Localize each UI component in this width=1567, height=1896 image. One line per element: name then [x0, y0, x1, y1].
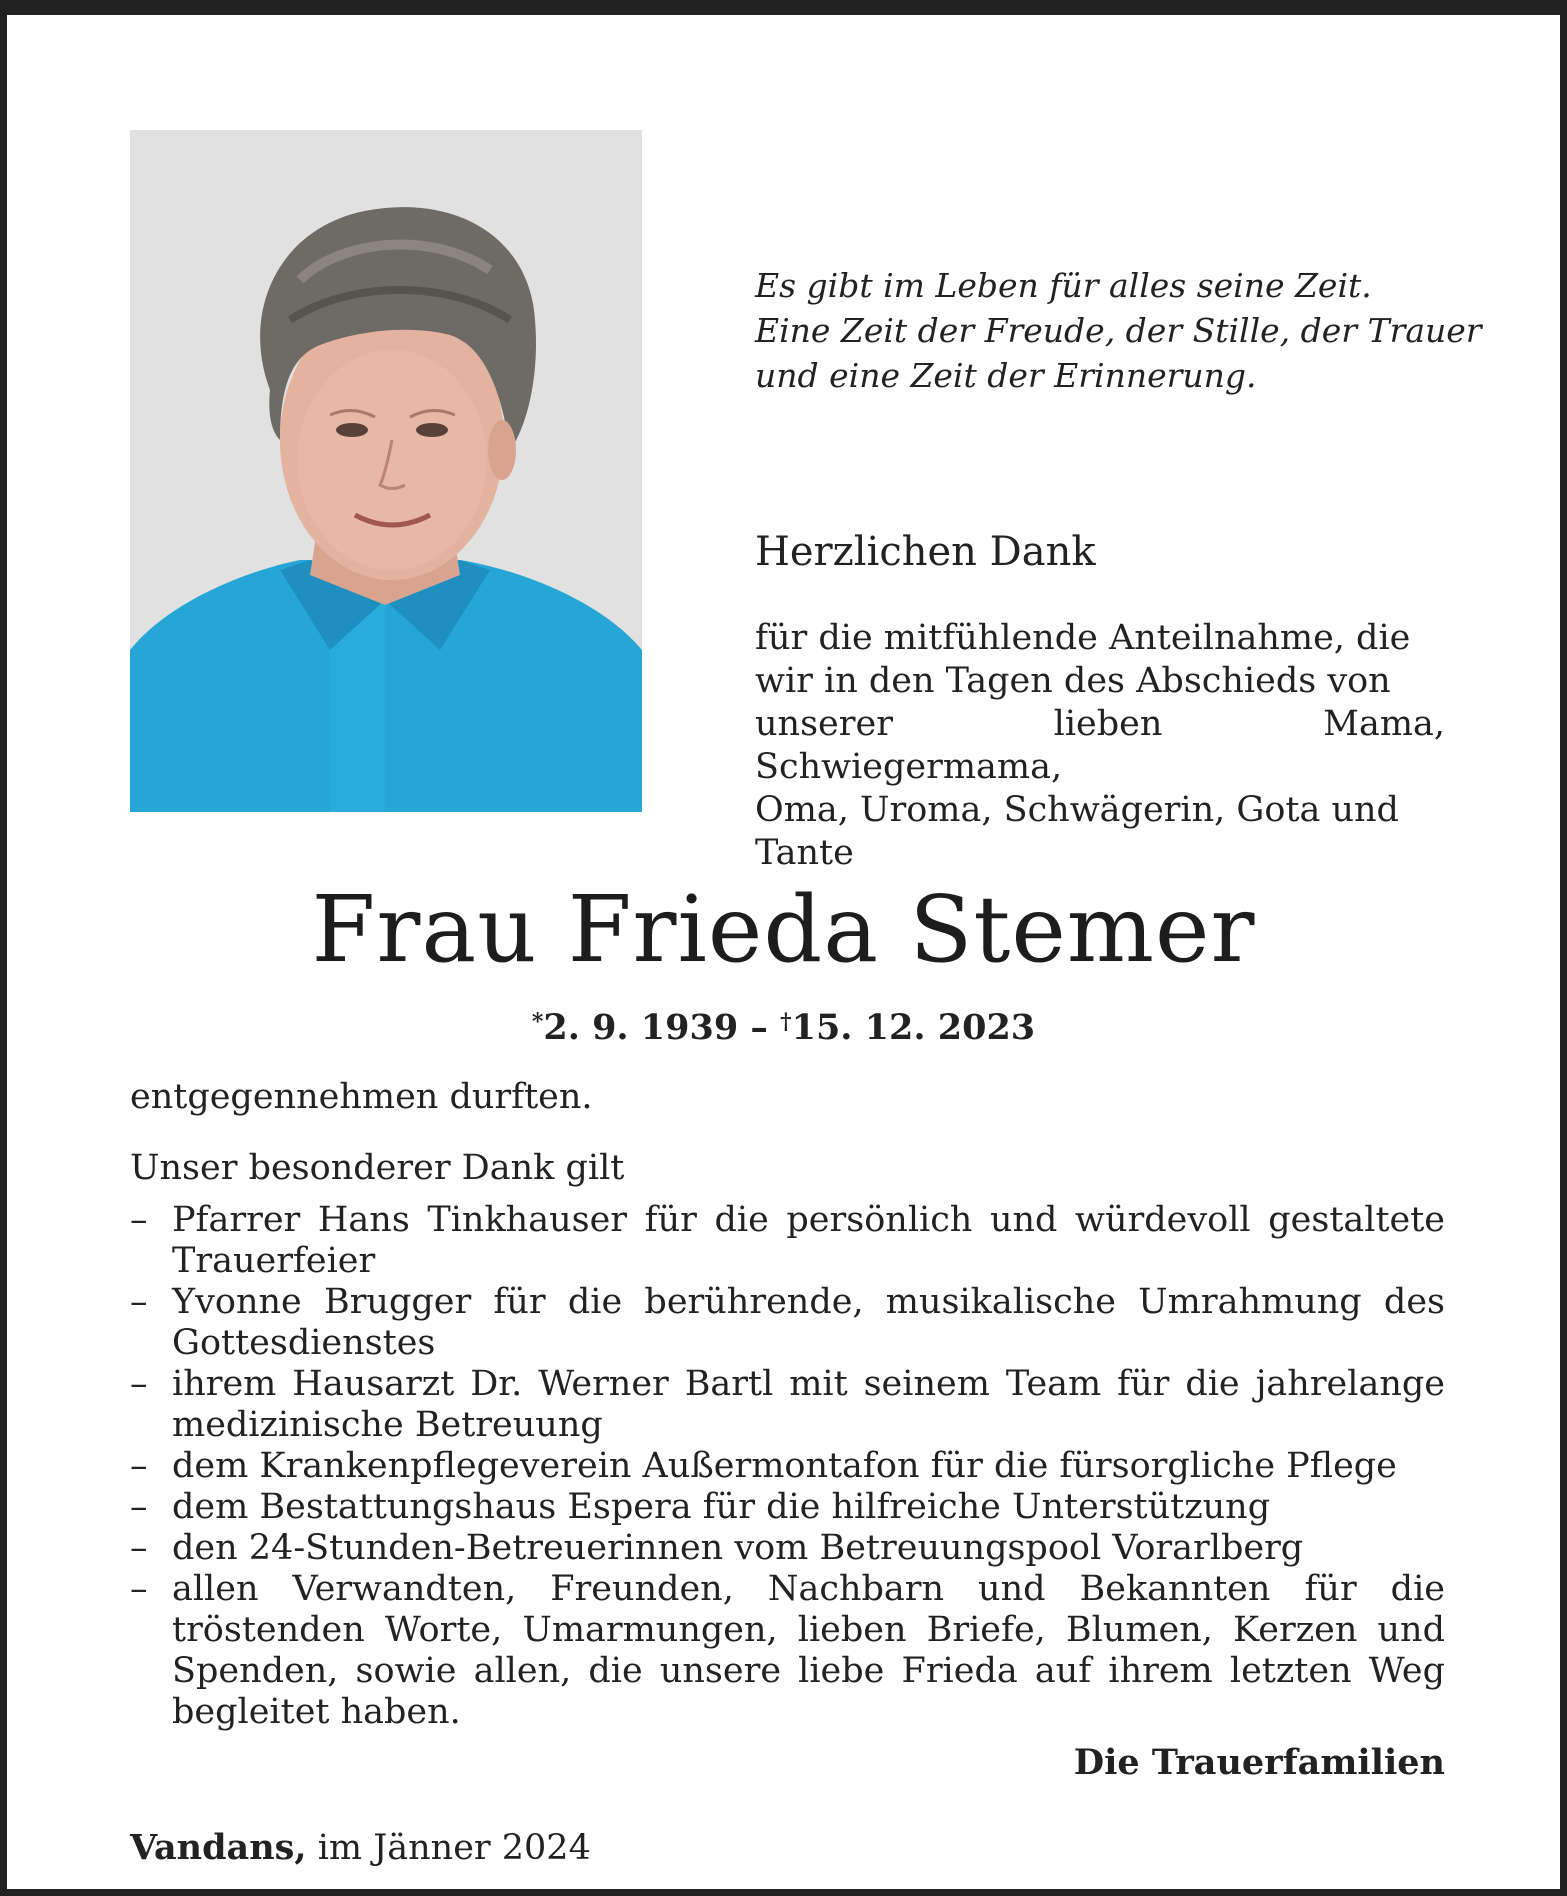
thanks-intro [755, 617, 1445, 875]
death-symbol: † [780, 1009, 792, 1035]
list-item [130, 1569, 1445, 1733]
continuation-text: entgegennehmen durften. [130, 1077, 593, 1117]
intro-line-text: Tante [755, 833, 854, 873]
birth-symbol: * [531, 1009, 544, 1035]
quote-line: Es gibt im Leben für alles seine Zeit. [755, 266, 1372, 305]
list-item-text: Yvonne Brugger für die berührende, musikalische Umrahmung des Gottesdienstes [172, 1282, 1445, 1363]
death-date: 15. 12. 2023 [791, 1007, 1036, 1048]
portrait-photo [130, 130, 642, 812]
birth-date: 2. 9. 1939 [543, 1007, 739, 1048]
list-item-text: dem Bestattungshaus Espera für die hilfreiche Unterstützung [172, 1487, 1271, 1527]
list-item-text: ihrem Hausarzt Dr. Werner Bartl mit seinem Team für die jahrelange medizinische Betreuung [172, 1364, 1445, 1445]
list-dash: – [130, 1528, 148, 1568]
list-dash: – [130, 1200, 148, 1240]
memorial-quote [755, 263, 1482, 398]
thanks-list [130, 1200, 1445, 1733]
deceased-name: Frau Frieda Stemer [311, 876, 1256, 983]
list-dash: – [130, 1364, 148, 1404]
list-item [130, 1282, 1445, 1364]
special-thanks-intro: Unser besonderer Dank gilt [130, 1148, 625, 1188]
intro-line [755, 660, 1445, 703]
list-item [130, 1446, 1445, 1487]
list-dash: – [130, 1487, 148, 1527]
list-dash: – [130, 1569, 148, 1609]
life-dates [7, 1000, 1560, 1050]
list-item-text: Pfarrer Hans Tinkhauser für die persönlich und würdevoll gestaltete Trauerfeier [172, 1200, 1445, 1281]
thanks-heading: Herzlichen Dank [755, 529, 1096, 575]
date-separator: – [738, 1007, 781, 1048]
list-dash: – [130, 1282, 148, 1322]
quote-line: Eine Zeit der Freude, der Stille, der Trauer [755, 311, 1482, 350]
list-item-text: den 24-Stunden-Betreuerinnen vom Betreuungspool Vorarlberg [172, 1528, 1304, 1568]
intro-line [755, 789, 1445, 832]
quote-line: und eine Zeit der Erinnerung. [755, 356, 1257, 395]
list-dash: – [130, 1446, 148, 1486]
list-item [130, 1528, 1445, 1569]
list-item-text: allen Verwandten, Freunden, Nachbarn und Bekannten für die tröstenden Worte, Umarmungen, lieben Briefe, Blumen, Kerzen und Spenden, sowie allen, die unsere liebe Frieda auf ihrem letzten Weg begleitet haben. [172, 1569, 1445, 1732]
place-date: im Jänner 2024 [317, 1828, 591, 1868]
intro-line-text: wir in den Tagen des Abschieds von [755, 661, 1391, 701]
place-and-date [130, 1825, 591, 1871]
intro-line-text: für die mitfühlende Anteilnahme, die [755, 618, 1411, 658]
signature: Die Trauerfamilien [1073, 1742, 1445, 1783]
list-item [130, 1364, 1445, 1446]
list-item [130, 1200, 1445, 1282]
intro-line [755, 617, 1445, 660]
list-item-text: dem Krankenpflegeverein Außermontafon für die fürsorgliche Pflege [172, 1446, 1397, 1486]
intro-line [755, 703, 1445, 789]
place-town: Vandans, [130, 1827, 307, 1868]
portrait-image [130, 130, 642, 812]
intro-line-text: unserer lieben Mama, Schwiegermama, [755, 704, 1445, 787]
intro-line [755, 832, 1445, 875]
list-item [130, 1487, 1445, 1528]
intro-line-text: Oma, Uroma, Schwägerin, Gota und [755, 790, 1399, 830]
